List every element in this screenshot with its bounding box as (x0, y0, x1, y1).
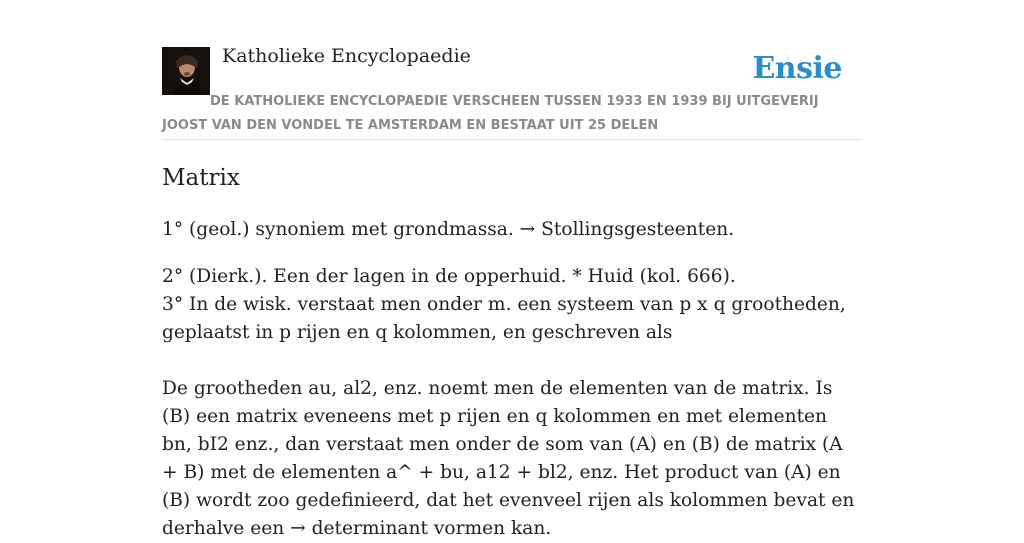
article-paragraph: 1° (geol.) synoniem met grondmassa. → Stollingsgesteenten. (162, 219, 735, 240)
article-title: Matrix (162, 165, 240, 191)
portrait-icon[interactable] (162, 47, 210, 95)
site-tagline: DE KATHOLIEKE ENCYCLOPAEDIE VERSCHEEN TUSSEN 1933 EN 1939 BIJ UITGEVERIJ JOOST VAN DEN VONDEL TE AMSTERDAM EN BESTAAT UIT 25 DELEN (162, 94, 819, 133)
site-title-link[interactable]: Katholieke Encyclopaedie (222, 45, 471, 67)
article (162, 162, 862, 543)
site-header (162, 40, 862, 140)
article-paragraph: 3° In de wisk. verstaat men onder m. een systeem van p x q grootheden, geplaatst in p rijen en q kolommen, en geschreven als (162, 294, 846, 343)
ensie-logo-link[interactable]: Ensie (752, 51, 842, 86)
article-paragraph: De grootheden au, al2, enz. noemt men de elementen van de matrix. Is (B) een matrix eveneens met p rijen en q kolommen en met elementen bn, bI2 enz., dan verstaat men onder de som van (A) en (B) de matrix (A + B) met de elementen a^ + bu, a12 + bl2, enz. Het product van (A) en (B) wordt zoo gedefinieerd, dat het evenveel rijen als kolommen bevat en derhalve een → determinant vormen kan. (162, 378, 855, 539)
article-paragraph: 2° (Dierk.). Een der lagen in de opperhuid. * Huid (kol. 666). (162, 266, 736, 287)
